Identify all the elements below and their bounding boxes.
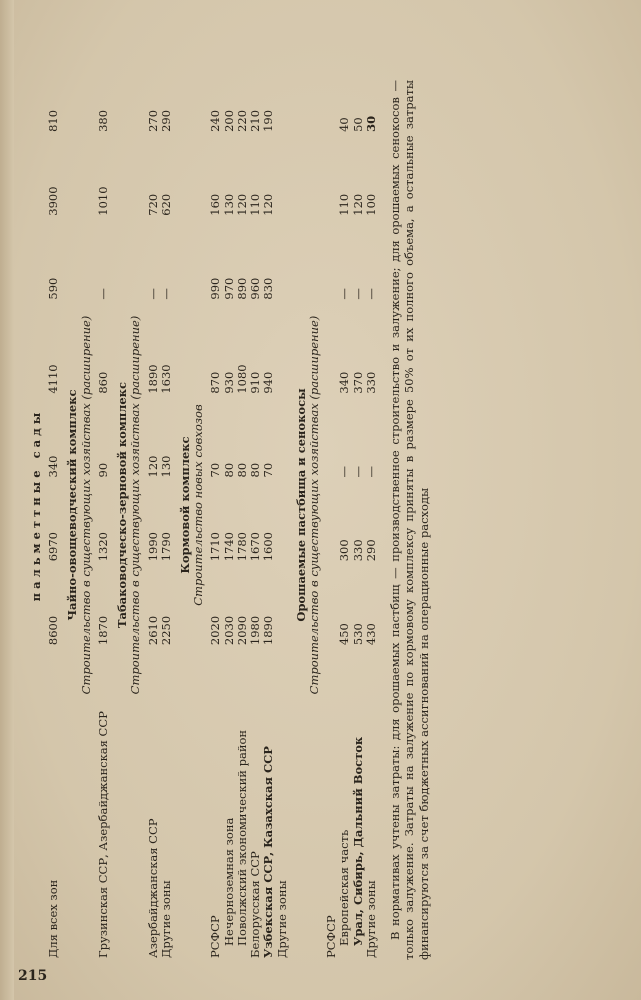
value-cell: 1780	[234, 532, 249, 562]
value-cell: 2090	[234, 615, 249, 646]
value-cell: 1320	[95, 532, 110, 562]
row-label: Урал, Сибирь, Дальний Восток	[350, 736, 365, 946]
value-cell: 930	[221, 371, 236, 394]
value-cell: —	[337, 288, 352, 300]
value-cell: 450	[337, 623, 352, 646]
section-subtitle-row	[192, 50, 209, 960]
value-cell: 940	[261, 371, 276, 394]
value-cell: 130	[158, 455, 173, 478]
table-row	[352, 50, 365, 960]
value-cell: 830	[261, 277, 276, 300]
value-cell: 8600	[46, 615, 61, 646]
row-label: Поволжский экономический район	[234, 729, 249, 946]
value-cell: 1890	[145, 364, 160, 394]
value-cell: 380	[95, 109, 110, 132]
value-cell: 2030	[221, 615, 236, 646]
row-label: Другие зоны	[363, 880, 378, 958]
value-cell: 120	[261, 193, 276, 216]
value-cell: 1890	[261, 615, 276, 646]
value-cell: 3900	[46, 186, 61, 216]
value-cell	[276, 134, 289, 218]
value-cell: 340	[46, 455, 61, 478]
value-cell: 810	[46, 109, 61, 132]
value-cell: 50	[350, 117, 365, 132]
value-cell: 1670	[248, 532, 263, 562]
value-cell: 1740	[221, 532, 236, 562]
row-label: Другие зоны	[158, 880, 173, 958]
value-cell: 370	[350, 371, 365, 394]
value-cell: 1980	[248, 615, 263, 646]
table-row	[262, 50, 275, 960]
value-cell: 190	[261, 109, 276, 132]
footnote: В нормативах учтены затраты: для орошаемых пастбищ — производственное строительство и залужение; для орошаемых сенокосов — только залужение. Затраты на залужение по кормовому комплексу приняты в размере 50% от их полного объема, а остальные затраты финансируются за счет бюджетных ассигнований на операционные расходы	[388, 80, 431, 960]
rotated-table-content	[30, 50, 620, 960]
value-cell: —	[337, 465, 352, 478]
value-cell: 720	[145, 193, 160, 216]
value-cell: 590	[46, 277, 61, 300]
section-subtitle-row	[129, 50, 146, 960]
value-cell: 70	[261, 462, 276, 478]
value-cell: 110	[337, 193, 352, 216]
value-cell: —	[95, 288, 110, 300]
table-row	[236, 50, 249, 960]
value-cell: 120	[145, 455, 160, 478]
section-title: Чайно-овощеводческий комплекс	[65, 389, 80, 621]
value-cell: 330	[363, 371, 378, 394]
column-group-header: пальметтные сады	[29, 408, 43, 602]
value-cell: 300	[337, 539, 352, 562]
value-cell: 1600	[261, 532, 276, 562]
value-cell: 290	[158, 109, 173, 132]
value-cell: 160	[208, 193, 223, 216]
value-cell: 6970	[46, 532, 61, 562]
value-cell: 620	[158, 193, 173, 216]
value-cell: —	[350, 465, 365, 478]
value-cell: 220	[234, 109, 249, 132]
value-cell: 860	[95, 371, 110, 394]
value-cell	[276, 218, 289, 302]
value-cell	[276, 563, 289, 647]
section-title: Табаководческо-зерновой комплекс	[115, 382, 130, 629]
value-cell: 270	[145, 109, 160, 132]
row-label: РСФСР	[208, 915, 223, 958]
value-cell: —	[363, 465, 378, 478]
table-row	[97, 50, 110, 960]
value-cell: 240	[208, 109, 223, 132]
value-cell: 970	[221, 277, 236, 300]
row-label: Другие зоны	[274, 880, 289, 958]
value-cell: 870	[208, 371, 223, 394]
table-row	[47, 50, 60, 960]
value-cell: 530	[350, 623, 365, 646]
value-cell: 2610	[145, 615, 160, 646]
value-cell: —	[158, 288, 173, 300]
value-cell: 330	[350, 539, 365, 562]
value-cell: 1080	[234, 364, 249, 394]
value-cell: 1010	[95, 186, 110, 216]
value-cell: 120	[350, 193, 365, 216]
value-cell: —	[145, 288, 160, 300]
value-cell: 80	[234, 462, 249, 478]
page-number: 215	[18, 968, 48, 984]
value-cell: 1630	[158, 364, 173, 394]
row-label: Азербайджанская ССР	[145, 818, 160, 958]
row-label: Европейская часть	[337, 829, 352, 946]
section-subtitle-row	[80, 50, 97, 960]
value-cell: 30	[363, 115, 378, 132]
table-row	[338, 50, 351, 960]
table-row	[325, 50, 338, 960]
value-cell	[276, 396, 289, 480]
value-cell: 290	[363, 539, 378, 562]
value-cell: —	[363, 288, 378, 300]
section-subtitle: Строительство в существующих хозяйствах (расширение)	[78, 315, 93, 695]
table-row	[147, 50, 160, 960]
table-row	[365, 50, 378, 960]
section-title-row	[289, 50, 308, 960]
value-cell: 80	[248, 462, 263, 478]
value-cell: 4110	[46, 364, 61, 394]
table-row	[223, 50, 236, 960]
section-title-row	[60, 50, 79, 960]
section-subtitle: Строительство в существующих хозяйствах (расширение)	[306, 315, 321, 695]
value-cell: 120	[234, 193, 249, 216]
section-title-row	[173, 50, 192, 960]
value-cell: 960	[248, 277, 263, 300]
value-cell: 130	[221, 193, 236, 216]
row-label: Грузинская ССР, Азербайджанская ССР	[95, 711, 110, 958]
section-subtitle-row	[308, 50, 325, 960]
row-label: Белорусская ССР	[248, 851, 263, 958]
row-label: РСФСР	[324, 915, 339, 958]
value-cell: 210	[248, 109, 263, 132]
value-cell: 40	[337, 117, 352, 132]
table-row	[276, 50, 289, 960]
value-cell: 890	[234, 277, 249, 300]
value-cell: 2250	[158, 615, 173, 646]
value-cell: 340	[337, 371, 352, 394]
section-title: Кормовой комплекс	[177, 436, 192, 574]
row-label: Нечерноземная зона	[221, 817, 236, 946]
section-subtitle: Строительство в существующих хозяйствах (расширение)	[128, 315, 143, 695]
value-cell: 1710	[208, 532, 223, 562]
value-cell	[276, 479, 289, 563]
value-cell: 1870	[95, 615, 110, 646]
value-cell: 200	[221, 109, 236, 132]
section-title-row	[110, 50, 129, 960]
value-cell: 2020	[208, 615, 223, 646]
row-label: Узбекская ССР, Казахская ССР	[261, 746, 276, 958]
value-cell	[276, 50, 289, 134]
value-cell: 430	[363, 623, 378, 646]
value-cell: 910	[248, 371, 263, 394]
section-title: Орошаемые пастбища и сенокосы	[293, 388, 308, 622]
table-row	[209, 50, 222, 960]
value-cell	[276, 302, 289, 396]
section-subtitle: Строительство новых совхозов	[191, 404, 206, 606]
value-cell: 70	[208, 462, 223, 478]
value-cell: 100	[363, 193, 378, 216]
value-cell: 1790	[158, 532, 173, 562]
row-label: Для всех зон	[46, 879, 61, 958]
value-cell: —	[350, 288, 365, 300]
cost-table	[47, 50, 378, 960]
page-edge-shadow	[0, 0, 14, 1000]
value-cell: 110	[248, 193, 263, 216]
value-cell: 990	[208, 277, 223, 300]
value-cell: 90	[95, 462, 110, 478]
value-cell: 1990	[145, 532, 160, 562]
table-row	[160, 50, 173, 960]
value-cell: 80	[221, 462, 236, 478]
